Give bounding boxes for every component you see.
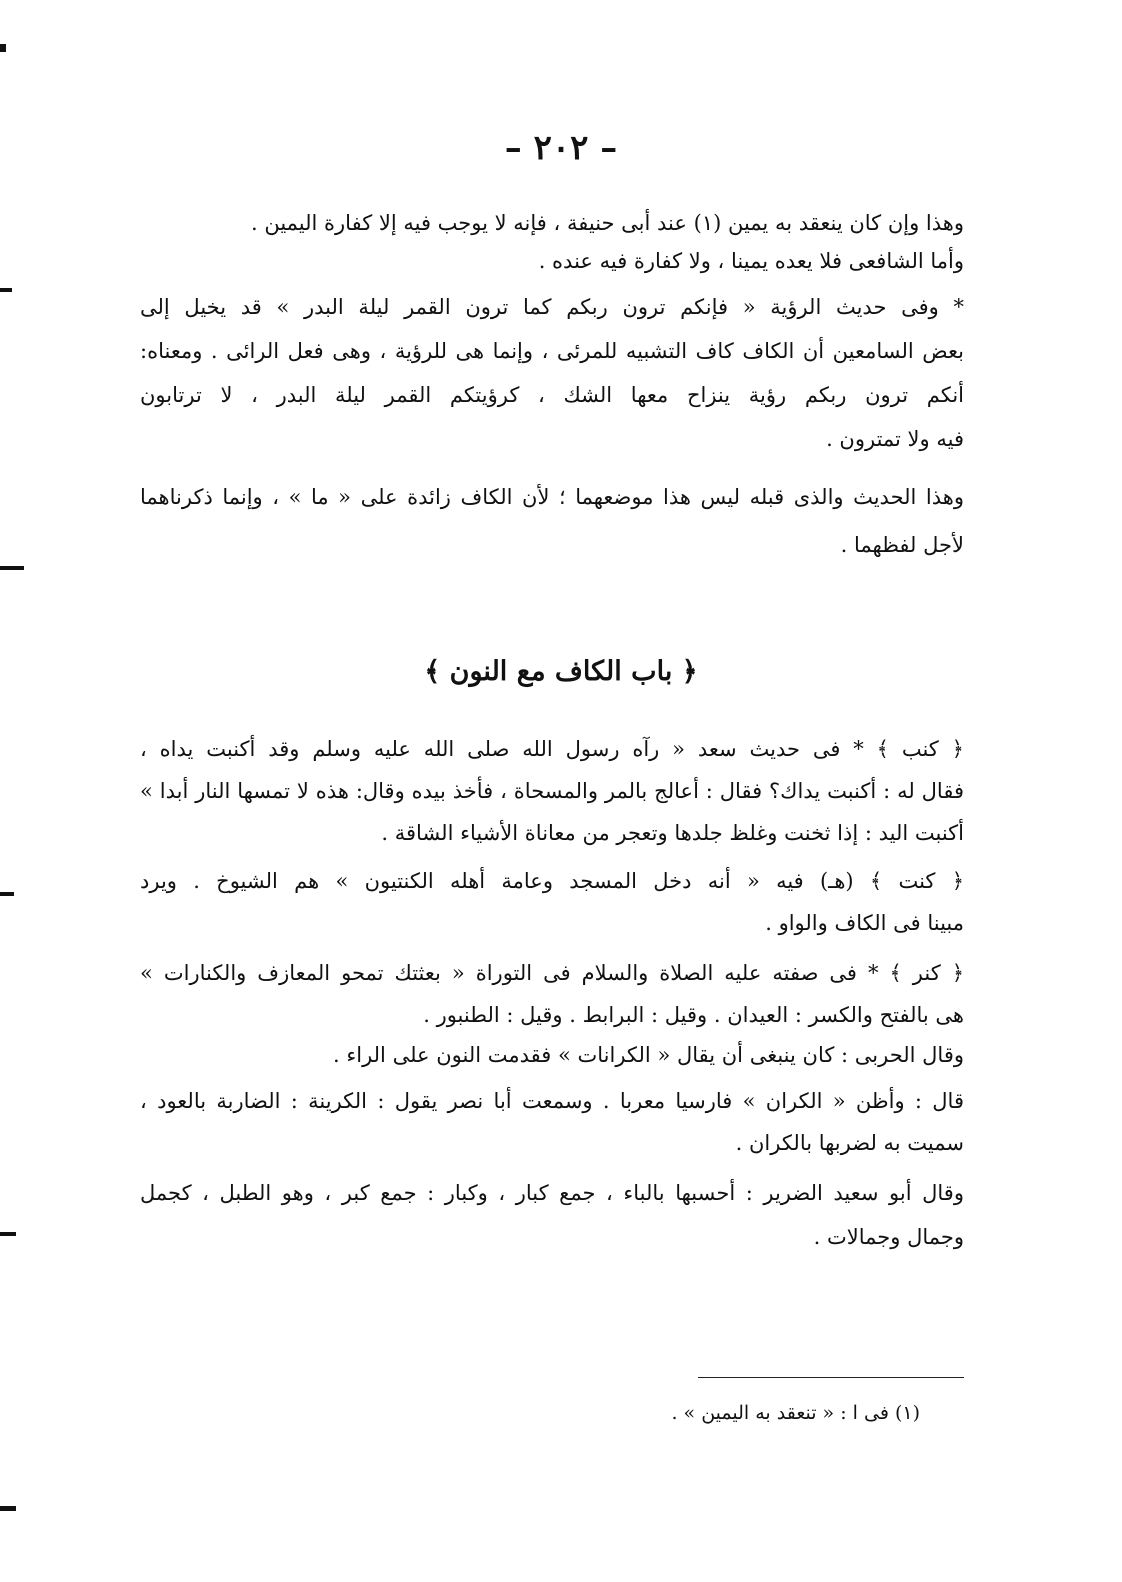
text-block-top — [140, 204, 964, 564]
text-line: أكنبت اليد : إذا ثخنت وغلظ جلدها وتعجر من معاناة الأشياء الشاقة . — [381, 821, 964, 845]
text-line: لأجل لفظهما . — [840, 533, 964, 557]
text-line: فقال له : أكنبت يداك؟ فقال : أعالج بالمر والمسحاة ، فأخذ بيده وقال: هذه لا تمسها النار أبدا » — [140, 779, 964, 803]
section-heading: ﴿ باب الكاف مع النون ﴾ — [424, 656, 698, 687]
text-line: وجمال وجمالات . — [813, 1225, 964, 1249]
text-line: ﴿ كنب ﴾ * فى حديث سعد « رآه رسول الله صلى الله عليه وسلم وقد أكنبت يداه ، — [140, 737, 964, 761]
text-line: سميت به لضربها بالكران . — [735, 1131, 964, 1155]
scan-edge-mark — [0, 1232, 16, 1236]
text-line: وهذا وإن كان ينعقد به يمين (١) عند أبى حنيفة ، فإنه لا يوجب فيه إلا كفارة اليمين . — [250, 211, 964, 235]
text-line: هى بالفتح والكسر : العيدان . وقيل : البرابط . وقيل : الطنبور . — [423, 1003, 964, 1027]
text-line: قال : وأظن « الكران » فارسيا معربا . وسمعت أبا نصر يقول : الكرينة : الضاربة بالعود ، — [140, 1089, 964, 1113]
text-line: بعض السامعين أن الكاف كاف التشبيه للمرئى ، وإنما هى للرؤية ، وهى فعل الرائى . ومعناه: — [140, 339, 964, 363]
scan-edge-mark — [0, 288, 12, 292]
text-line: وأما الشافعى فلا يعده يمينا ، ولا كفارة فيه عنده . — [538, 249, 964, 273]
scan-edge-mark — [0, 566, 24, 570]
text-line: ﴿ كنر ﴾ * فى صفته عليه الصلاة والسلام فى التوراة « بعثتك تمحو المعازف والكنارات » — [140, 961, 964, 985]
footnote: (١) فى ا : « تنعقد به اليمين » . — [671, 1402, 920, 1424]
text-line: ﴿ كنت ﴾ (هـ) فيه « أنه دخل المسجد وعامة أهله الكنتيون » هم الشيوخ . ويرد — [140, 869, 964, 893]
text-line: فيه ولا تمترون . — [826, 427, 964, 451]
page-number: – ٢٠٢ – — [504, 128, 618, 168]
scan-edge-mark — [0, 1506, 16, 1511]
text-line: * وفى حديث الرؤية « فإنكم ترون ربكم كما ترون القمر ليلة البدر » قد يخيل إلى — [140, 295, 964, 319]
text-block-bottom — [140, 730, 964, 1256]
scan-edge-mark — [0, 44, 6, 52]
footnote-divider — [698, 1377, 964, 1378]
text-line: أنكم ترون ربكم رؤية ينزاح معها الشك ، كرؤيتكم القمر ليلة البدر ، لا ترتابون — [140, 383, 964, 407]
paragraph-gap — [140, 458, 964, 478]
text-line: وهذا الحديث والذى قبله ليس هذا موضعهما ؛ لأن الكاف زائدة على « ما » ، وإنما ذكرناهما — [140, 485, 964, 509]
text-line: وقال الحربى : كان ينبغى أن يقال « الكرانات » فقدمت النون على الراء . — [333, 1043, 964, 1067]
text-line: مبينا فى الكاف والواو . — [765, 911, 964, 935]
text-line: وقال أبو سعيد الضرير : أحسبها بالباء ، جمع كبار ، وكبار : جمع كبر ، وهو الطبل ، كجمل — [140, 1181, 964, 1205]
scan-edge-mark — [0, 892, 14, 896]
